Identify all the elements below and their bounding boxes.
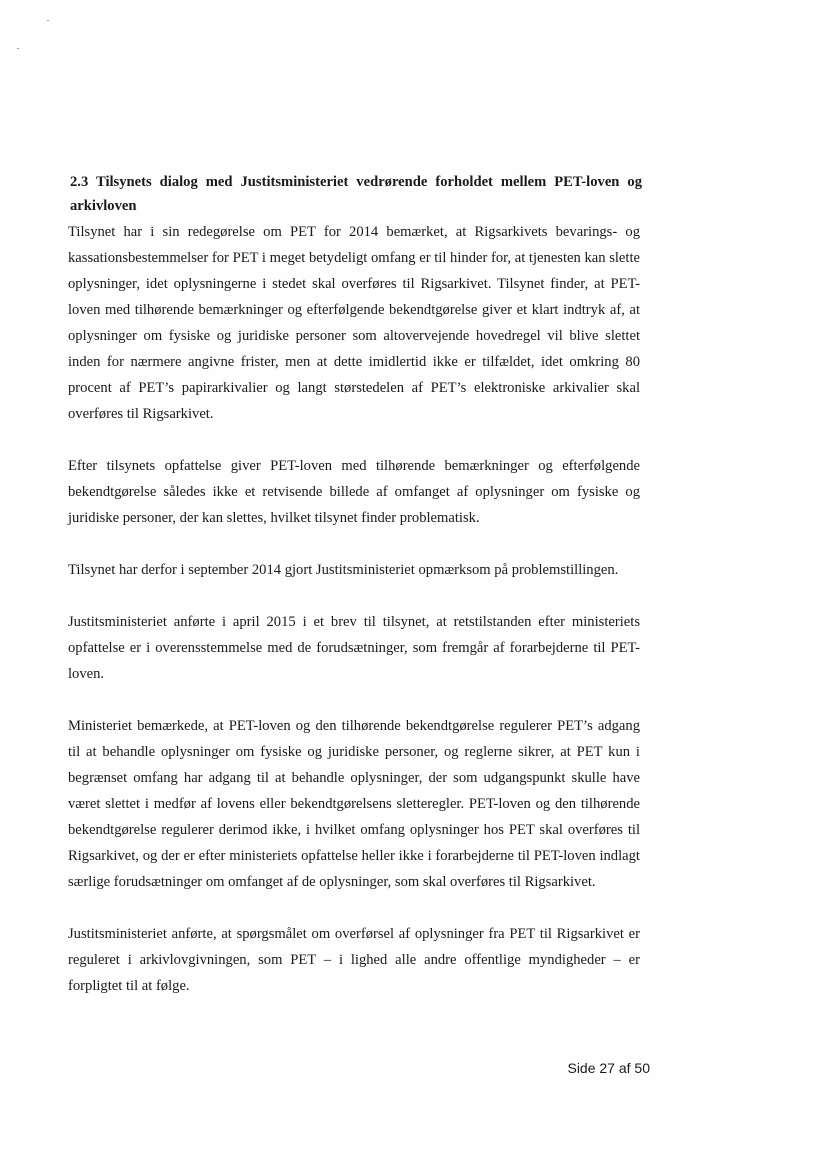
section-heading: 2.3 Tilsynets dialog med Justitsministeriet vedrørende forholdet mellem PET-loven og arkivloven [70,174,642,214]
body-text [68,219,640,999]
paragraph: Ministeriet bemærkede, at PET-loven og den tilhørende bekendtgørelse regulerer PET’s adgang til at behandle oplysninger om fysiske og juridiske personer, og reglerne sikrer, at PET kun i begrænset omfang har adgang til at behandle oplysninger, der som udgangspunkt skulle have været slettet i medfør af lovens eller bekendtgørelsens sletteregler. PET-loven og den tilhørende bekendtgørelse regulerer derimod ikke, i hvilket omfang oplysninger hos PET skal overføres til Rigsarkivet, og der er efter ministeriets opfattelse heller ikke i forarbejderne til PET-loven indlagt særlige forudsætninger om omfanget af de oplysninger, som skal overføres til Rigsarkivet. [68,718,640,890]
scan-speck [47,20,49,21]
paragraph: Justitsministeriet anførte, at spørgsmålet om overførsel af oplysninger fra PET til Rigsarkivet er reguleret i arkivlovgivningen, som PET – i lighed alle andre offentlige myndigheder – er forpligtet til at følge. [68,926,640,994]
paragraph: Tilsynet har i sin redegørelse om PET for 2014 bemærket, at Rigsarkivets bevarings- og kassationsbestemmelser for PET i meget betydeligt omfang er til hinder for, at tjenesten kan slette oplysninger, idet oplysningerne i stedet skal overføres til Rigsarkivet. Tilsynet finder, at PET-loven med tilhørende bemærkninger og efterfølgende bekendtgørelse giver et klart indtryk af, at oplysninger om fysiske og juridiske personer som altovervejende hovedregel vil blive slettet inden for nærmere angivne frister, men at dette imidlertid ikke er tilfældet, idet omkring 80 procent af PET’s papirarkivalier og langt størstedelen af PET’s elektroniske arkivalier skal overføres til Rigsarkivet. [68,224,640,422]
paragraph: Tilsynet har derfor i september 2014 gjort Justitsministeriet opmærksom på problemstillingen. [68,562,619,578]
scan-speck [17,48,19,49]
paragraph: Justitsministeriet anførte i april 2015 i et brev til tilsynet, at retstilstanden efter ministeriets opfattelse er i overensstemmelse med de forudsætninger, som fremgår af forarbejderne til PET-loven. [68,614,640,682]
paragraph: Efter tilsynets opfattelse giver PET-loven med tilhørende bemærkninger og efterfølgende bekendtgørelse således ikke et retvisende billede af omfanget af oplysninger om fysiske og juridiske personer, der kan slettes, hvilket tilsynet finder problematisk. [68,458,640,526]
page-number: Side 27 af 50 [567,1060,650,1076]
